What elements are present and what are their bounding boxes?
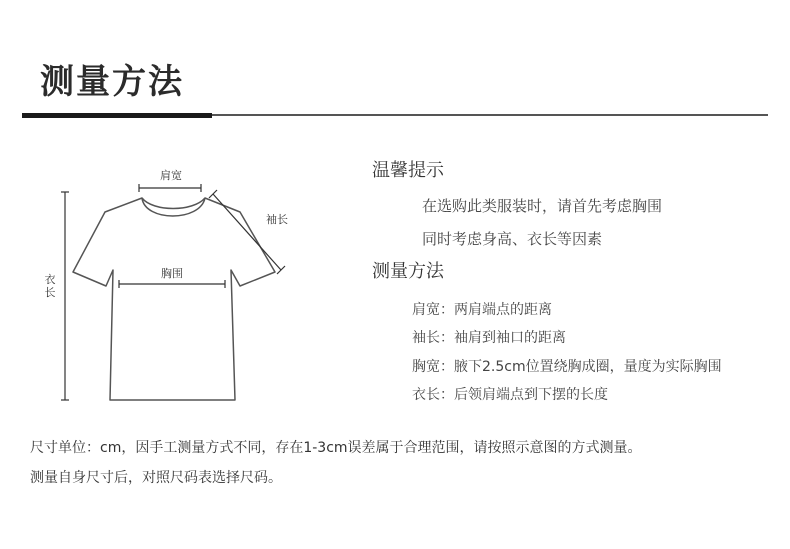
- body-length-label-char: 衣: [44, 273, 56, 286]
- method-item-key: 袖长: [412, 330, 440, 346]
- tip-line: 同时考虑身高、衣长等因素: [422, 230, 603, 248]
- tip-line: 在选购此类服装时，请首先考虑胸围: [422, 197, 663, 215]
- method-item: [412, 300, 552, 320]
- chest-label: 胸围: [161, 267, 183, 280]
- body-length-label: [44, 273, 56, 299]
- note-line: 尺寸单位：cm，因手工测量方式不同，存在1-3cm误差属于合理范围，请按照示意图的方式测量。: [30, 440, 642, 456]
- method-item-text: 后领肩端点到下摆的长度: [454, 387, 608, 403]
- tshirt-outline: [35, 160, 305, 410]
- method-item-key: 衣长: [412, 387, 440, 403]
- method-item-text: 袖肩到袖口的距离: [454, 330, 566, 346]
- method-item-text: 两肩端点的距离: [454, 302, 552, 318]
- method-item-text: 腋下2.5cm位置绕胸成圈，量度为实际胸围: [454, 359, 722, 375]
- method-item-sep: ：: [440, 359, 454, 375]
- shoulder-width-label: 肩宽: [160, 169, 182, 182]
- method-item-sep: ：: [440, 302, 454, 318]
- note-line: 测量自身尺寸后，对照尺码表选择尺码。: [30, 470, 282, 486]
- sleeve-length-label: 袖长: [266, 213, 288, 226]
- method-heading: 测量方法: [372, 261, 444, 282]
- tshirt-body: [73, 198, 275, 400]
- method-item: [412, 328, 566, 348]
- method-item: [412, 385, 608, 405]
- tshirt-collar: [142, 198, 205, 216]
- page-title: 测量方法: [40, 62, 184, 102]
- method-item-sep: ：: [440, 387, 454, 403]
- tips-heading: 温馨提示: [372, 160, 444, 181]
- method-item-key: 肩宽: [412, 302, 440, 318]
- method-item-sep: ：: [440, 330, 454, 346]
- method-item: [412, 357, 722, 377]
- method-item-key: 胸宽: [412, 359, 440, 375]
- body-length-label-char: 长: [44, 286, 56, 299]
